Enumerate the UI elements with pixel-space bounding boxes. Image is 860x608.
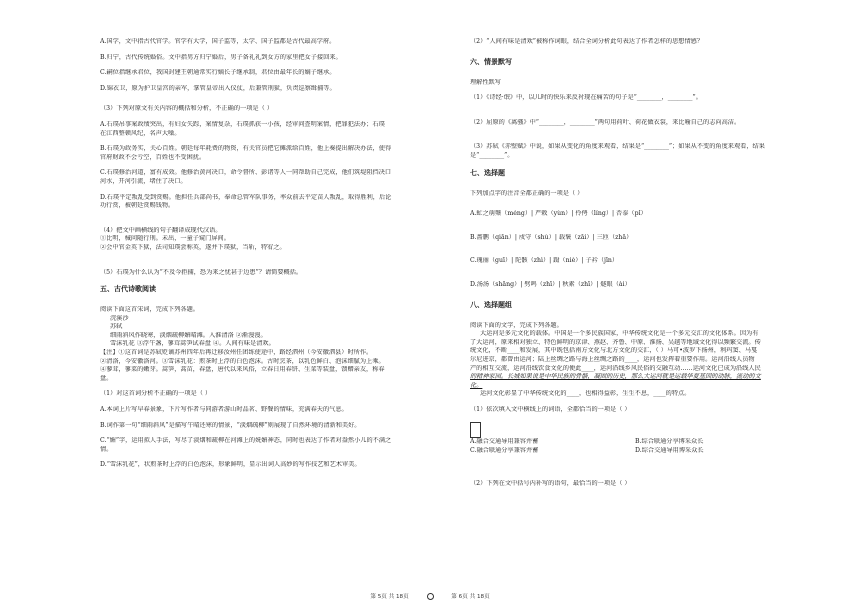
q3-option-c: C.嗣位指继承君位，我国封建王朝通常实行嫡长子继承制，君位由最年长的嫡子继承。 xyxy=(100,69,336,77)
page-number-right: 第 6页 共 18页 xyxy=(451,594,490,600)
poem-q1-option-c-line1: C.“媚”字，运用拟人手法，写尽了淡烟和疏柳在河滩上的妩媚神态，同时也表达了作者对盎然小儿的不满之 xyxy=(100,437,392,445)
recite-q3-line1: （3）苏轼《赤壁赋》中说，如果从变化的角度来观看，结果是“________”；如果从不变的角度来观看，结果 xyxy=(470,143,765,151)
pinyin-option-c: C.瑰丽（guī）| 陀骸（zhì）| 蹑（niè）| 子衿（jīn） xyxy=(470,257,619,265)
q4-sentence-1: ①比明，械问随行刑。未出，一童子窥门屏间。 xyxy=(100,235,230,243)
group-q1-stem: （1）依次填入文中横线上的词语，全都恰当的一项是（ ） xyxy=(470,405,631,413)
q4-stem: （4）把文中画横线的句子翻译成现代汉语。 xyxy=(100,226,222,234)
q3b-option-c-line1: C.石璞修治河道，富有成效。他修治黄河决口，命令督所、彭诸等人一同帮助自己完成，他们筑堤阻挡决口 xyxy=(100,169,392,177)
q3b-option-b-line2: 官府财政不会亏空，百姓也不受困扰。 xyxy=(100,153,206,161)
section-6-subheading: 理解性默写 xyxy=(470,78,501,86)
poem-note-3: ④蓼茸，蓼菜的嫩芽。蒿笋，蒿苗，春盘，唐代以来风俗，立春日用春饼、生菜等装盘，馈赠亲友，称春 xyxy=(100,366,385,374)
q3-option-d: D.锦衣卫，原为护卫皇宫的亲军，掌管皇帝出入仪仗，后兼管刑狱，负责巡察缉捕等。 xyxy=(100,84,336,92)
group-q1-option-d: D.综合交通导用博采众长 xyxy=(635,447,704,455)
group-q1-option-b: B.综合联通分享博采众长 xyxy=(635,438,704,446)
passage-closing: 运河文化彰显了中华传统文化的____，也相得益彰，生生不息，____的特点。 xyxy=(480,390,691,398)
poem-q1-stem: （1）对这首词分析不正确的一项是（ ） xyxy=(100,390,212,398)
pinyin-q-stem: 下列加点字的注音全都正确的一项是（ ） xyxy=(470,189,584,197)
q4-sentence-2: ②会中官金英下狱，法司知璞尝称英，遂并下璞狱，当斩，特宥之。 xyxy=(100,243,286,251)
poem-q1-option-a: A.本词上片写早春景象，下片写作者与同游者游山时品茗、野餐的情味，充满春天的气息。 xyxy=(100,406,348,414)
answer-box[interactable] xyxy=(470,419,800,438)
pinyin-option-a: A.虻之萌蘖（méng）| 严敕（yùn）| 伶俜（líng）| 否泰（pǐ） xyxy=(470,210,647,218)
right-page-column xyxy=(470,0,800,590)
q3b-option-b-line1: B.石璞为政务实，关心百姓。朝廷每年耗费的物资，有关官员把它摊派给百姓，他上奏提出解决办法，使得 xyxy=(100,145,392,153)
left-page-column xyxy=(100,0,442,590)
q5-stem: （5）石璞为什么认为“不及今拒捕，恐为来之忧甚于边患”？请简要概括。 xyxy=(100,268,303,276)
group-q1-option-c: C.融合联通分享兼容并蓄 xyxy=(470,447,539,455)
pinyin-option-b: B.蔷鹏（qiān）| 戍守（shù）| 载褒（zāi）| 三匝（zhā） xyxy=(470,233,633,241)
passage-line-4: 尔尼进京，都曾由运河；陆上丝绸之路与海上丝绸之路的____，运河也发挥着重要作用。运河沿线人员物 xyxy=(470,355,755,363)
poem-author: 苏轼 xyxy=(110,323,123,331)
poem-title: 浣溪沙 xyxy=(110,314,129,322)
poem-q1-option-d: D.“雪沫乳花”，状煎茶时上浮的白色泡沫，形象鲜明，显示出词人高妙的写作技艺和艺术审美。 xyxy=(100,461,361,469)
passage-line-7: 化。 xyxy=(470,381,483,389)
poem-line-2: 雪沫乳花 ③浮午盏，蓼茸蒿笋试春盘 ④。人间有味是清欢。 xyxy=(110,340,275,348)
passage-line-1: 大运河是多元文化的载体。中国是一个多民族国家，中华传统文化是一个多元交汇的文化体系。因为有 xyxy=(480,330,759,338)
group-q2-stem: （2）下列在文中括号内补写的语句，最恰当的一项是（ ） xyxy=(470,479,631,487)
group-q1-option-a: A.融合交通导用兼容并蓄 xyxy=(470,438,539,446)
passage-line-2: 了大运河，原来相对独立、特色鲜明的京津、燕赵、齐鲁、中原、淮扬、吴越等地域文化得以频繁交流。传 xyxy=(470,338,761,346)
poem-q1-option-b: B.词作第一句“细雨斜风”是描写午晴还寒的情景，“淡烟疏柳”则展现了自然环境的清新和美好。 xyxy=(100,421,361,429)
section-7-heading: 七、选择题 xyxy=(470,168,505,177)
poem-q2: （2）“人间有味是清欢”被称作词眼，结合全词分析此句表达了作者怎样的思想情感？ xyxy=(470,38,704,45)
section-6-heading: 六、情景默写 xyxy=(470,57,512,66)
q3b-option-d-line2: 功行赏，被朝廷赏赐钱物。 xyxy=(100,202,175,210)
poem-note-1: 【注】①这首词是苏轼贬谪苏州四年后再迁移汝州任团练使途中，路经泗州（今安徽泗县）时所作。 xyxy=(100,349,373,357)
reading-intro: 阅读下面的文字，完成下列各题。 xyxy=(470,321,563,329)
pinyin-option-d: D.汤汤（shāng）| 劈鸣（zhī）| 秋素（zhī）| 燧眼（ài） xyxy=(470,280,631,288)
recite-q2: （2）屈原的《离骚》中“________，________”两句用荷叶、荷花做衣裳，来比喻自己的志向高洁。 xyxy=(470,118,741,126)
q3b-option-a-line1: A.石璞吊事案政绩突出，有妇女失踪，案情复杂，石璞抓获一小孩，经审问查明案情，把罪犯法办；石璞 xyxy=(100,120,385,128)
poem-line-1: 细雨斜风作晓寒，淡烟疏柳媚晴滩。入淮清洛 ②渐漫漫。 xyxy=(110,331,267,339)
section-8-heading: 八、选择题组 xyxy=(470,300,512,309)
q3-option-b: B.归宁，古代传统婚俗。文中指男方归宁婚后，男子备礼礼到女方的家里把女子接回来。 xyxy=(100,53,342,61)
page-footer xyxy=(0,592,860,600)
q3b-option-d-line1: D.石璞平定叛乱受到赏赐。他担任兵部尚书，奉命总管军队事务，率众前去平定苗人叛乱，取得胜利，后论 xyxy=(100,193,392,201)
poem-note-4: 盘。 xyxy=(100,374,113,382)
poem-intro: 阅读下面这首宋词，完成下列各题。 xyxy=(100,306,199,314)
group-q1-options-row2 xyxy=(470,447,800,456)
recite-q1: （1）《诗经·氓》中，以儿时的快乐来反衬现在痛苦的句子是“________，________”。 xyxy=(470,94,702,102)
q3-option-a: A.国学，文中指古代官学。官学有大学，国子监等，太学、国子监都是古代最高学府。 xyxy=(100,38,336,45)
passage-line-6: 的精神家园。长城如果说是中华民族的骨骼，凝固的历史，那么大运河就是运载华夏基因的动脉，流动的文 xyxy=(470,373,761,381)
section-5-heading: 五、古代诗歌阅读 xyxy=(100,285,156,294)
q3b-option-c-line2: 河水，开河引流，堵住了决口。 xyxy=(100,177,187,185)
binding-circle-icon xyxy=(427,593,434,600)
q3b-stem: （3）下列对原文有关内容的概括和分析，不正确的一项是（ ） xyxy=(100,105,273,113)
page-number-left: 第 5页 共 18页 xyxy=(370,594,409,600)
passage-line-5: 产的相互交流，运河沿线饮食文化的便此____，运河沿线乡风民俗的交融互动……运河文化已成为沿线人民 xyxy=(470,364,761,372)
poem-q1-option-c-line2: 情。 xyxy=(100,445,113,453)
group-q1-options-row1 xyxy=(470,438,800,447)
q3b-option-a-line2: 在江西整顿风纪，名声大噪。 xyxy=(100,129,181,137)
recite-q3-line2: 是“________”。 xyxy=(470,151,514,159)
passage-line-3: 统文化，不断____和发展，其中既包括南方文化与北方文化的交汇，（ ）马可•波罗下扬州，利玛窦、马戛 xyxy=(470,347,758,355)
poem-note-2: ②清洛，今安徽洛河。③雪沫乳花：煎茶时上浮的白色泡沫。古时烹茶，以乳色鲜白、泡沫细腻为上乘。 xyxy=(100,357,385,365)
